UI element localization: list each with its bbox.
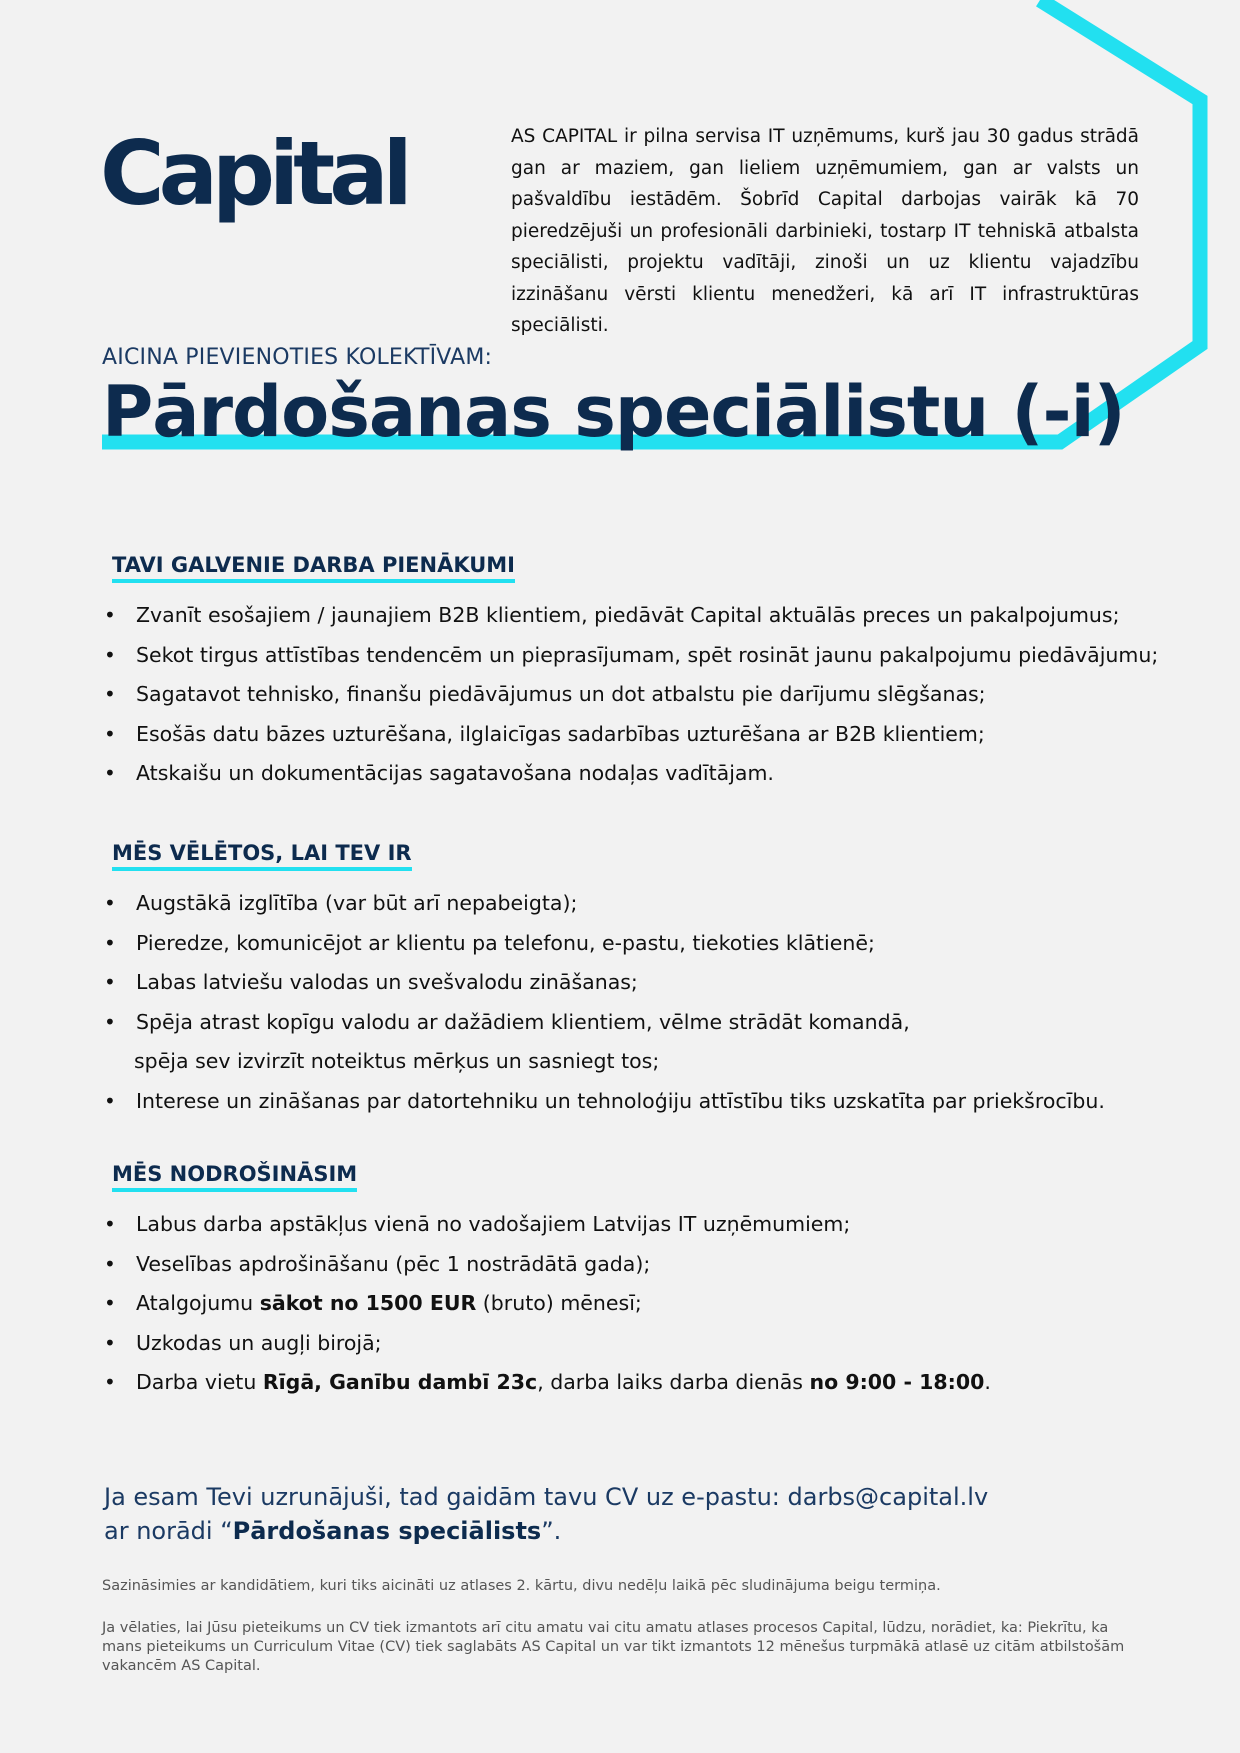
location-address: Rīgā, Ganību dambī 23c [262,1370,538,1394]
list-item-location [104,1363,1214,1403]
location-prefix: Darba vietu [136,1370,263,1394]
call-to-action [104,1480,988,1548]
hours-prefix: , darba laiks darba dienās [537,1370,810,1394]
list-item-continuation: spēja sev izvirzīt noteiktus mērķus un sasniegt tos; [134,1049,660,1073]
list-item: • Augstākā izglītība (var būt arī nepabeigta); [104,884,1214,924]
requirements-list [104,884,1214,1121]
working-hours: no 9:00 - 18:00 [809,1370,985,1394]
job-title: Pārdošanas speciālistu (-i) [102,371,1125,453]
cta-subject-suffix: ”. [541,1517,562,1545]
list-item: • Esošās datu bāzes uzturēšana, ilglaicīgas sadarbības uzturēšana ar B2B klientiem; [104,715,1214,755]
list-item-salary [104,1284,1214,1324]
list-item: • Labus darba apstākļus vienā no vadošajiem Latvijas IT uzņēmumiem; [104,1205,1214,1245]
list-item: • Spēja atrast kopīgu valodu ar dažādiem klientiem, vēlme strādāt komandā, [104,1003,1214,1043]
location-suffix: . [984,1370,991,1394]
list-item: • Interese un zināšanas par datortehniku un tehnoloģiju attīstību tiks uzskatīta par priekšrocību. [104,1082,1214,1122]
salary-amount: sākot no 1500 EUR [259,1291,477,1315]
salary-suffix: (bruto) mēnesī; [476,1291,642,1315]
duties-list [104,596,1214,794]
list-item: • Veselības apdrošināšanu (pēc 1 nostrādātā gada); [104,1245,1214,1285]
offer-list [104,1205,1214,1403]
cta-line-subject [104,1514,988,1548]
cta-line-email: Ja esam Tevi uzrunājuši, tad gaidām tavu CV uz e-pastu: darbs@capital.lv [104,1483,989,1511]
list-item: • Labas latviešu valodas un svešvalodu zināšanas; [104,963,1214,1003]
list-item: • Atskaišu un dokumentācijas sagatavošana nodaļas vadītājam. [104,754,1214,794]
duties-title: TAVI GALVENIE DARBA PIENĀKUMI [112,553,515,583]
fine-print-contact: Sazināsimies ar kandidātiem, kuri tiks aicināti uz atlases 2. kārtu, divu nedēļu laikā pēc sludinājuma beigu termiņa. [102,1578,941,1594]
offer-title: MĒS NODROŠINĀSIM [112,1162,357,1192]
list-item: • Sekot tirgus attīstības tendencēm un pieprasījumam, spēt rosināt jaunu pakalpojumu piedāvājumu; [104,636,1214,676]
list-item: • Pieredze, komunicējot ar klientu pa telefonu, e-pastu, tiekoties klātienē; [104,924,1214,964]
list-item: • Uzkodas un augļi birojā; [104,1324,1214,1364]
capital-logo: Capital [100,122,407,225]
list-item: • Sagatavot tehnisko, finanšu piedāvājumus un dot atbalstu pie darījumu slēgšanas; [104,675,1214,715]
list-item: • Zvanīt esošajiem / jaunajiem B2B klientiem, piedāvāt Capital aktuālās preces un pakalpojumus; [104,596,1214,636]
requirements-title: MĒS VĒLĒTOS, LAI TEV IR [112,841,412,871]
salary-prefix: Atalgojumu [136,1291,260,1315]
fine-print-consent: Ja vēlaties, lai Jūsu pieteikums un CV tiek izmantots arī citu amatu vai citu amatu atlases procesos Capital, lūdzu, norādiet, ka: Piekrītu, ka mans pieteikums un Curriculum Vitae (CV) tiek saglabāts AS Capital un var tikt izmantots 12 mēnešus turpmākā atlasē uz citām atbilstošām vakancēm AS Capital. [102,1620,1125,1674]
cta-subject: Pārdošanas speciālists [232,1517,542,1545]
cta-subject-prefix: ar norādi “ [104,1517,233,1545]
company-intro: AS CAPITAL ir pilna servisa IT uzņēmums, kurš jau 30 gadus strādā gan ar maziem, gan lieliem uzņēmumiem, gan ar valsts un pašvaldību iestādēm. Šobrīd Capital darbojas vairāk kā 70 pieredzējuši un profesionāli darbinieki, tostarp IT tehniskā atbalsta speciālisti, projektu vadītāji, zinoši un uz klientu vajadzību izzināšanu vērsti klientu menedžeri, kā arī IT infrastruktūras speciālisti. [511,126,1139,336]
invite-label: AICINA PIEVIENOTIES KOLEKTĪVAM: [102,345,493,370]
